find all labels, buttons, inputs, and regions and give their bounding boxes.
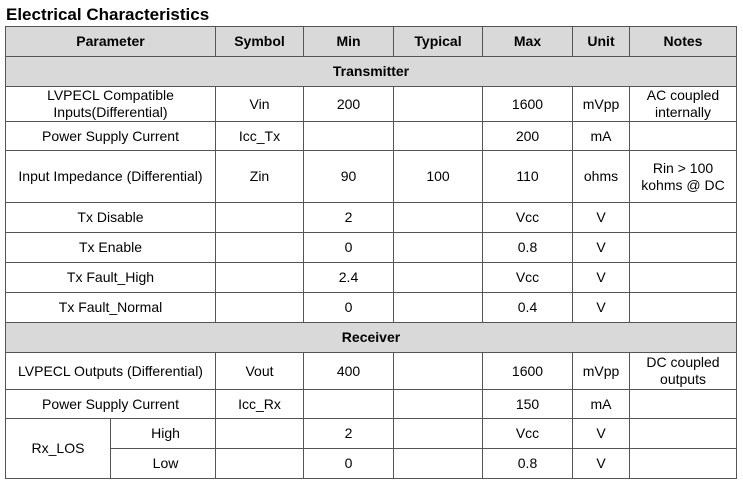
header-max: Max — [483, 27, 573, 57]
unit-cell: ohms — [573, 151, 630, 203]
typ-cell — [394, 263, 483, 293]
param-cell: LVPECL Compatible Inputs(Differential) — [6, 87, 216, 122]
min-cell — [304, 390, 394, 419]
symbol-cell: Zin — [216, 151, 304, 203]
max-cell: Vcc — [483, 263, 573, 293]
max-cell: 0.4 — [483, 293, 573, 323]
unit-cell: mVpp — [573, 353, 630, 390]
electrical-characteristics-table — [5, 26, 737, 479]
unit-cell: V — [573, 449, 630, 479]
min-cell: 0 — [304, 449, 394, 479]
param-cell: LVPECL Outputs (Differential) — [6, 353, 216, 390]
unit-cell: mA — [573, 122, 630, 151]
notes-cell: Rin > 100 kohms @ DC — [630, 151, 737, 203]
min-cell: 0 — [304, 233, 394, 263]
symbol-cell: Icc_Rx — [216, 390, 304, 419]
notes-cell — [630, 122, 737, 151]
unit-cell: V — [573, 293, 630, 323]
symbol-cell: Icc_Tx — [216, 122, 304, 151]
table-row — [6, 419, 737, 449]
header-notes: Notes — [630, 27, 737, 57]
unit-cell: V — [573, 203, 630, 233]
notes-cell — [630, 419, 737, 449]
symbol-cell — [216, 233, 304, 263]
symbol-cell: Vin — [216, 87, 304, 122]
param-cell: Tx Disable — [6, 203, 216, 233]
param-cell: Tx Enable — [6, 233, 216, 263]
param-cell: Power Supply Current — [6, 390, 216, 419]
notes-cell — [630, 233, 737, 263]
notes-cell — [630, 449, 737, 479]
typ-cell — [394, 122, 483, 151]
section-title: Transmitter — [6, 57, 737, 87]
notes-cell: DC coupled outputs — [630, 353, 737, 390]
unit-cell: mA — [573, 390, 630, 419]
max-cell: 0.8 — [483, 449, 573, 479]
typ-cell — [394, 293, 483, 323]
table-row — [6, 122, 737, 151]
min-cell: 200 — [304, 87, 394, 122]
header-typical: Typical — [394, 27, 483, 57]
unit-cell: V — [573, 263, 630, 293]
table-row — [6, 151, 737, 203]
param-cell: Input Impedance (Differential) — [6, 151, 216, 203]
subparam-cell-low: Low — [111, 449, 216, 479]
typ-cell: 100 — [394, 151, 483, 203]
max-cell: 1600 — [483, 87, 573, 122]
header-unit: Unit — [573, 27, 630, 57]
table-row — [6, 233, 737, 263]
max-cell: 150 — [483, 390, 573, 419]
typ-cell — [394, 449, 483, 479]
typ-cell — [394, 353, 483, 390]
param-cell: Tx Fault_High — [6, 263, 216, 293]
header-symbol: Symbol — [216, 27, 304, 57]
typ-cell — [394, 419, 483, 449]
unit-cell: V — [573, 419, 630, 449]
unit-cell: V — [573, 233, 630, 263]
section-row-transmitter — [6, 57, 737, 87]
unit-cell: mVpp — [573, 87, 630, 122]
param-cell-rx-los: Rx_LOS — [6, 419, 111, 479]
min-cell: 2 — [304, 203, 394, 233]
max-cell: 0.8 — [483, 233, 573, 263]
min-cell: 2 — [304, 419, 394, 449]
max-cell: 110 — [483, 151, 573, 203]
notes-cell — [630, 390, 737, 419]
subparam-cell-high: High — [111, 419, 216, 449]
typ-cell — [394, 87, 483, 122]
header-row — [6, 27, 737, 57]
notes-cell: AC coupled internally — [630, 87, 737, 122]
table-row — [6, 353, 737, 390]
table-row — [6, 449, 737, 479]
max-cell: Vcc — [483, 419, 573, 449]
max-cell: 1600 — [483, 353, 573, 390]
symbol-cell — [216, 449, 304, 479]
min-cell: 400 — [304, 353, 394, 390]
header-parameter: Parameter — [6, 27, 216, 57]
param-cell: Tx Fault_Normal — [6, 293, 216, 323]
min-cell — [304, 122, 394, 151]
min-cell: 2.4 — [304, 263, 394, 293]
table-row — [6, 263, 737, 293]
min-cell: 0 — [304, 293, 394, 323]
typ-cell — [394, 390, 483, 419]
table-row — [6, 87, 737, 122]
section-title: Receiver — [6, 323, 737, 353]
typ-cell — [394, 233, 483, 263]
notes-cell — [630, 263, 737, 293]
symbol-cell: Vout — [216, 353, 304, 390]
max-cell: 200 — [483, 122, 573, 151]
notes-cell — [630, 293, 737, 323]
header-min: Min — [304, 27, 394, 57]
typ-cell — [394, 203, 483, 233]
symbol-cell — [216, 263, 304, 293]
max-cell: Vcc — [483, 203, 573, 233]
symbol-cell — [216, 419, 304, 449]
symbol-cell — [216, 293, 304, 323]
table-row — [6, 293, 737, 323]
section-row-receiver — [6, 323, 737, 353]
param-cell: Power Supply Current — [6, 122, 216, 151]
page-title: Electrical Characteristics — [6, 5, 210, 24]
notes-cell — [630, 203, 737, 233]
table-row — [6, 203, 737, 233]
symbol-cell — [216, 203, 304, 233]
table-row — [6, 390, 737, 419]
min-cell: 90 — [304, 151, 394, 203]
